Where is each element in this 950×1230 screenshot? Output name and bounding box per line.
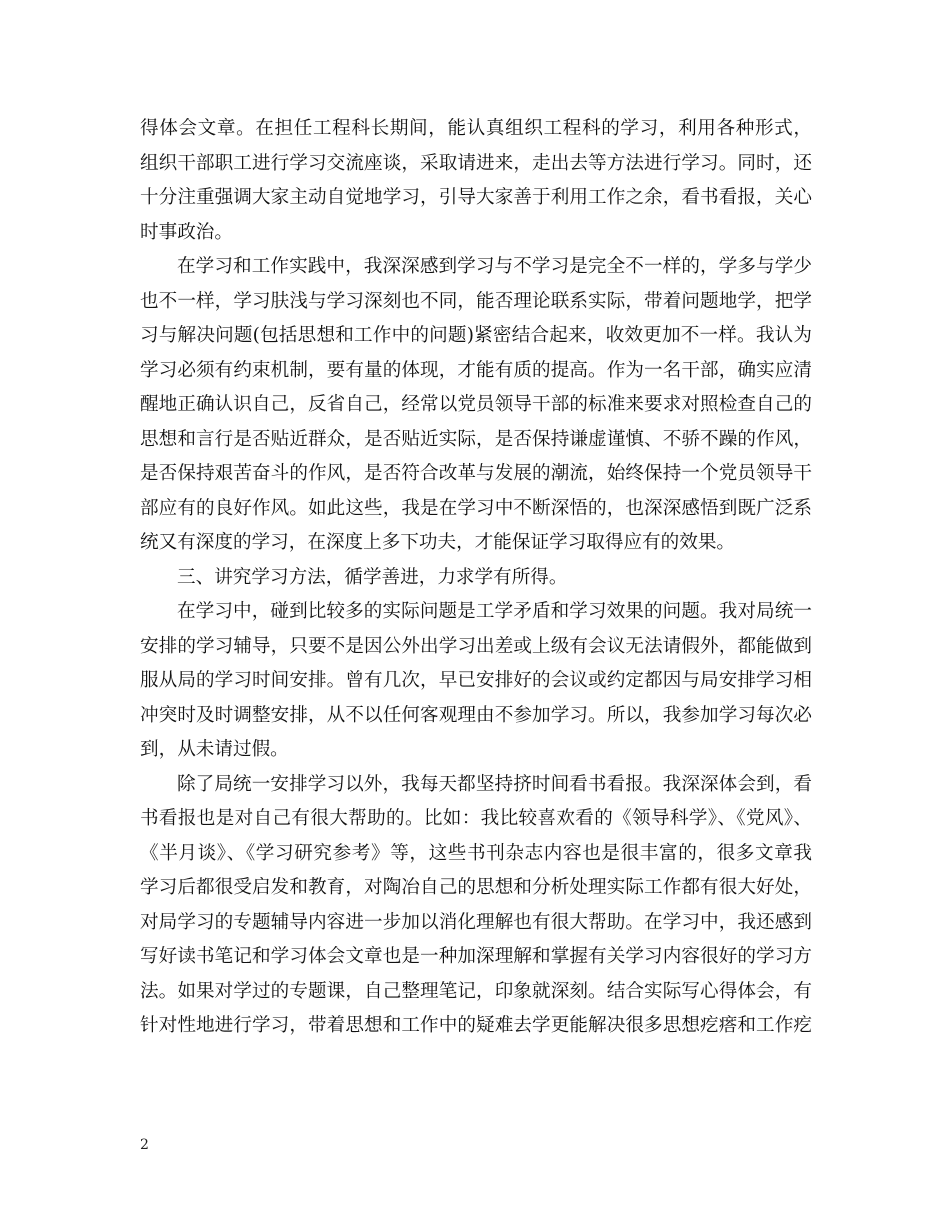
section-heading: 三、讲究学习方法，循学善进，力求学有所得。: [177, 566, 568, 588]
paragraph-line: 思想和言行是否贴近群众，是否贴近实际，是否保持谦虚谨慎、不骄不躁的作风，: [140, 428, 812, 450]
paragraph-line: 到，从未请过假。: [140, 739, 289, 760]
paragraph-line: 十分注重强调大家主动自觉地学习，引导大家善于利用工作之余，看书看报，关心: [140, 187, 812, 208]
paragraph-line: 统又有深度的学习，在深度上多下功夫，才能保证学习取得应有的效果。: [140, 532, 736, 553]
paragraph-line: 《半月谈》、《学习研究参考》等，这些书刊杂志内容也是很丰富的，很多文章我: [140, 842, 812, 864]
paragraph-line: 学习后都很受启发和教育，对陶冶自己的思想和分析处理实际工作都有很大好处，: [140, 877, 812, 898]
paragraph-line: 除了局统一安排学习以外，我每天都坚持挤时间看书看报。我深深体会到，看: [177, 773, 812, 795]
paragraph-line: 部应有的良好作风。如此这些，我是在学习中不断深悟的，也深深感悟到既广泛系: [140, 497, 812, 519]
paragraph-line: 法。如果对学过的专题课，自己整理笔记，印象就深刻。结合实际写心得体会，有: [140, 980, 812, 1002]
paragraph-line: 在学习中，碰到比较多的实际问题是工学矛盾和学习效果的问题。我对局统一: [177, 601, 812, 622]
paragraph-line: 安排的学习辅导，只要不是因公外出学习出差或上级有会议无法请假外，都能做到: [140, 635, 812, 657]
paragraph-line: 在学习和工作实践中，我深深感到学习与不学习是完全不一样的，学多与学少: [177, 256, 812, 277]
paragraph-line: 得体会文章。在担任工程科长期间，能认真组织工程科的学习，利用各种形式，: [140, 118, 812, 139]
paragraph-line: 组织干部职工进行学习交流座谈，采取请进来，走出去等方法进行学习。同时，还: [140, 152, 812, 174]
paragraph-line: 书看报也是对自己有很大帮助的。比如：我比较喜欢看的《领导科学》、《党风》、: [140, 808, 812, 829]
page-number: 2: [140, 1137, 149, 1153]
paragraph-line: 是否保持艰苦奋斗的作风，是否符合改革与发展的潮流，始终保持一个党员领导干: [140, 463, 812, 484]
paragraph-line: 学习必须有约束机制，要有量的体现，才能有质的提高。作为一名干部，确实应清: [140, 359, 812, 381]
document-body: [140, 112, 812, 1044]
paragraph-line: 服从局的学习时间安排。曾有几次，早已安排好的会议或约定都因与局安排学习相: [140, 670, 812, 691]
paragraph-line: 醒地正确认识自己，反省自己，经常以党员领导干部的标准来要求对照检查自己的: [140, 394, 812, 415]
paragraph-line: 时事政治。: [140, 221, 233, 243]
paragraph-line: 习与解决问题(包括思想和工作中的问题)紧密结合起来，收效更加不一样。我认为: [140, 325, 812, 346]
paragraph-line: 针对性地进行学习，带着思想和工作中的疑难去学更能解决很多思想疙瘩和工作疙: [140, 1015, 812, 1036]
paragraph-line: 也不一样，学习肤浅与学习深刻也不同，能否理论联系实际，带着问题地学，把学: [140, 290, 812, 312]
paragraph-line: 对局学习的专题辅导内容进一步加以消化理解也有很大帮助。在学习中，我还感到: [140, 911, 812, 933]
paragraph-line: 写好读书笔记和学习体会文章也是一种加深理解和掌握有关学习内容很好的学习方: [140, 946, 812, 967]
paragraph-line: 冲突时及时调整安排，从不以任何客观理由不参加学习。所以，我参加学习每次必: [140, 704, 812, 726]
